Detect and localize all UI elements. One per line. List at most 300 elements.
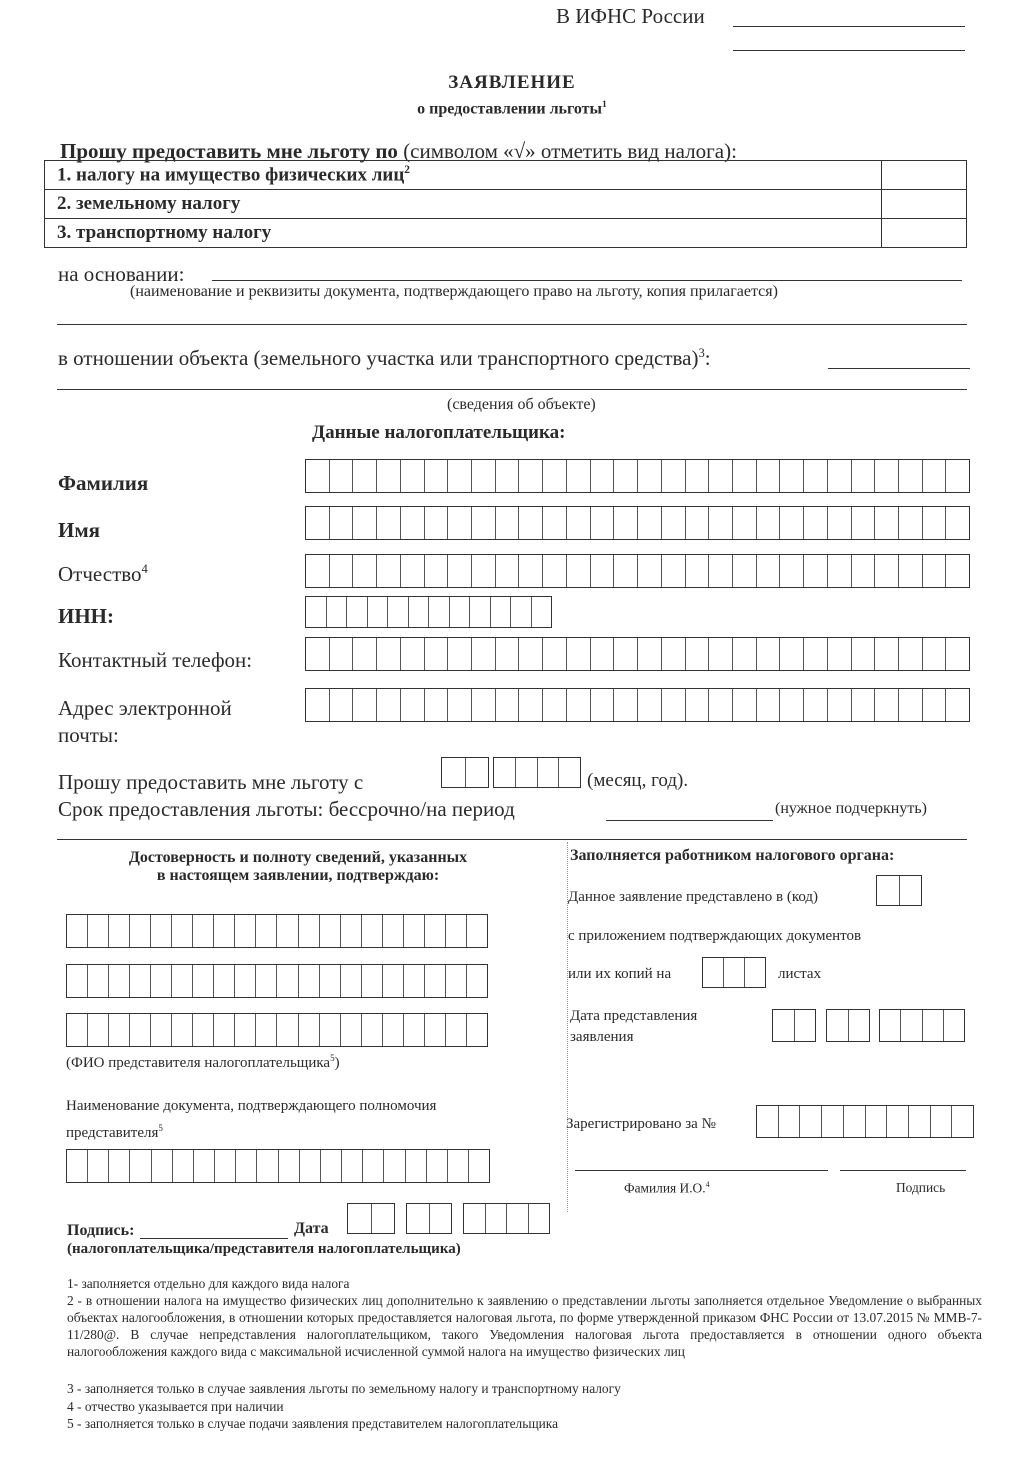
char-cell[interactable]: [472, 507, 496, 539]
char-cell[interactable]: [406, 1150, 427, 1182]
period-field[interactable]: [606, 800, 773, 821]
char-cell[interactable]: [299, 915, 320, 947]
char-cell[interactable]: [448, 689, 472, 721]
char-cell[interactable]: [909, 1106, 931, 1137]
char-cell[interactable]: [67, 965, 88, 997]
char-cell[interactable]: [614, 689, 638, 721]
char-cell[interactable]: [401, 460, 425, 492]
char-cell[interactable]: [109, 915, 130, 947]
char-cell[interactable]: [425, 460, 449, 492]
char-cell[interactable]: [779, 1106, 801, 1137]
char-cell[interactable]: [172, 965, 193, 997]
char-cell[interactable]: [804, 460, 828, 492]
char-cell[interactable]: [638, 460, 662, 492]
char-cell[interactable]: [306, 597, 327, 627]
char-cell[interactable]: [320, 1014, 341, 1046]
char-cell[interactable]: [109, 1150, 130, 1182]
char-cell[interactable]: [875, 555, 899, 587]
char-cell[interactable]: [519, 689, 543, 721]
char-cell[interactable]: [686, 555, 710, 587]
char-cell[interactable]: [745, 958, 765, 987]
char-cell[interactable]: [88, 965, 109, 997]
char-cell[interactable]: [321, 1150, 342, 1182]
char-cell[interactable]: [662, 638, 686, 670]
rep-fio-input-1[interactable]: [66, 914, 488, 948]
char-cell[interactable]: [931, 1106, 953, 1137]
char-cell[interactable]: [330, 689, 354, 721]
tax-checkbox-transport[interactable]: [882, 219, 967, 248]
char-cell[interactable]: [448, 638, 472, 670]
name-input[interactable]: [305, 506, 970, 540]
char-cell[interactable]: [472, 460, 496, 492]
char-cell[interactable]: [923, 1010, 944, 1041]
char-cell[interactable]: [638, 638, 662, 670]
char-cell[interactable]: [757, 1106, 779, 1137]
char-cell[interactable]: [899, 638, 923, 670]
char-cell[interactable]: [130, 915, 151, 947]
char-cell[interactable]: [899, 507, 923, 539]
char-cell[interactable]: [887, 1106, 909, 1137]
char-cell[interactable]: [306, 689, 330, 721]
char-cell[interactable]: [469, 1150, 489, 1182]
char-cell[interactable]: [299, 1014, 320, 1046]
char-cell[interactable]: [193, 965, 214, 997]
char-cell[interactable]: [470, 597, 491, 627]
char-cell[interactable]: [899, 555, 923, 587]
char-cell[interactable]: [638, 555, 662, 587]
char-cell[interactable]: [852, 507, 876, 539]
char-cell[interactable]: [300, 1150, 321, 1182]
char-cell[interactable]: [88, 1150, 109, 1182]
char-cell[interactable]: [724, 958, 745, 987]
char-cell[interactable]: [425, 638, 449, 670]
char-cell[interactable]: [877, 876, 900, 905]
rep-fio-input-3[interactable]: [66, 1013, 488, 1047]
char-cell[interactable]: [448, 507, 472, 539]
char-cell[interactable]: [448, 460, 472, 492]
char-cell[interactable]: [404, 915, 425, 947]
char-cell[interactable]: [780, 507, 804, 539]
char-cell[interactable]: [519, 638, 543, 670]
recipient-field[interactable]: [733, 6, 965, 27]
char-cell[interactable]: [472, 638, 496, 670]
char-cell[interactable]: [923, 689, 947, 721]
char-cell[interactable]: [496, 638, 520, 670]
char-cell[interactable]: [194, 1150, 215, 1182]
char-cell[interactable]: [543, 555, 567, 587]
char-cell[interactable]: [383, 1014, 404, 1046]
char-cell[interactable]: [757, 638, 781, 670]
char-cell[interactable]: [467, 1014, 487, 1046]
char-cell[interactable]: [591, 638, 615, 670]
char-cell[interactable]: [306, 638, 330, 670]
char-cell[interactable]: [306, 507, 330, 539]
signature-field[interactable]: [140, 1222, 288, 1239]
char-cell[interactable]: [430, 1204, 452, 1233]
char-cell[interactable]: [215, 1150, 236, 1182]
char-cell[interactable]: [543, 460, 567, 492]
char-cell[interactable]: [733, 638, 757, 670]
char-cell[interactable]: [425, 555, 449, 587]
char-cell[interactable]: [277, 1014, 298, 1046]
char-cell[interactable]: [822, 1106, 844, 1137]
char-cell[interactable]: [875, 507, 899, 539]
char-cell[interactable]: [852, 555, 876, 587]
office-sheets-input[interactable]: [702, 957, 766, 988]
email-input[interactable]: [305, 688, 970, 722]
char-cell[interactable]: [703, 958, 724, 987]
char-cell[interactable]: [804, 638, 828, 670]
char-cell[interactable]: [875, 638, 899, 670]
char-cell[interactable]: [496, 555, 520, 587]
char-cell[interactable]: [306, 555, 330, 587]
char-cell[interactable]: [852, 689, 876, 721]
char-cell[interactable]: [709, 460, 733, 492]
char-cell[interactable]: [214, 915, 235, 947]
char-cell[interactable]: [353, 555, 377, 587]
char-cell[interactable]: [173, 1150, 194, 1182]
char-cell[interactable]: [828, 638, 852, 670]
char-cell[interactable]: [235, 1014, 256, 1046]
char-cell[interactable]: [899, 460, 923, 492]
patronymic-input[interactable]: [305, 554, 970, 588]
char-cell[interactable]: [686, 689, 710, 721]
char-cell[interactable]: [567, 638, 591, 670]
object-field-line2[interactable]: [57, 389, 967, 390]
char-cell[interactable]: [733, 460, 757, 492]
char-cell[interactable]: [277, 965, 298, 997]
char-cell[interactable]: [486, 1204, 508, 1233]
char-cell[interactable]: [946, 555, 969, 587]
start-year-input[interactable]: [493, 757, 581, 788]
char-cell[interactable]: [757, 507, 781, 539]
char-cell[interactable]: [388, 597, 409, 627]
char-cell[interactable]: [404, 965, 425, 997]
office-signature-field[interactable]: [840, 1170, 966, 1171]
office-date-year-input[interactable]: [879, 1009, 965, 1042]
char-cell[interactable]: [377, 555, 401, 587]
char-cell[interactable]: [446, 1014, 467, 1046]
char-cell[interactable]: [875, 460, 899, 492]
char-cell[interactable]: [543, 638, 567, 670]
char-cell[interactable]: [348, 1204, 372, 1233]
char-cell[interactable]: [804, 507, 828, 539]
char-cell[interactable]: [709, 555, 733, 587]
char-cell[interactable]: [401, 507, 425, 539]
char-cell[interactable]: [559, 758, 580, 787]
char-cell[interactable]: [757, 689, 781, 721]
basis-field-line2[interactable]: [57, 324, 967, 325]
char-cell[interactable]: [235, 915, 256, 947]
char-cell[interactable]: [804, 689, 828, 721]
char-cell[interactable]: [235, 965, 256, 997]
char-cell[interactable]: [446, 915, 467, 947]
char-cell[interactable]: [377, 638, 401, 670]
char-cell[interactable]: [407, 1204, 430, 1233]
tax-checkbox-property[interactable]: [882, 161, 967, 190]
char-cell[interactable]: [662, 507, 686, 539]
tax-checkbox-land[interactable]: [882, 190, 967, 219]
char-cell[interactable]: [442, 758, 466, 787]
char-cell[interactable]: [795, 1010, 816, 1041]
char-cell[interactable]: [638, 689, 662, 721]
char-cell[interactable]: [496, 507, 520, 539]
char-cell[interactable]: [946, 507, 969, 539]
char-cell[interactable]: [151, 1014, 172, 1046]
char-cell[interactable]: [529, 1204, 550, 1233]
char-cell[interactable]: [377, 507, 401, 539]
char-cell[interactable]: [88, 915, 109, 947]
char-cell[interactable]: [519, 460, 543, 492]
char-cell[interactable]: [130, 1150, 151, 1182]
char-cell[interactable]: [362, 965, 383, 997]
char-cell[interactable]: [472, 555, 496, 587]
char-cell[interactable]: [662, 555, 686, 587]
char-cell[interactable]: [494, 758, 516, 787]
char-cell[interactable]: [320, 915, 341, 947]
char-cell[interactable]: [427, 1150, 448, 1182]
char-cell[interactable]: [341, 1014, 362, 1046]
char-cell[interactable]: [614, 507, 638, 539]
char-cell[interactable]: [467, 965, 487, 997]
char-cell[interactable]: [342, 1150, 363, 1182]
char-cell[interactable]: [866, 1106, 888, 1137]
recipient-field-line2[interactable]: [733, 50, 965, 51]
date-month-input[interactable]: [406, 1203, 452, 1234]
char-cell[interactable]: [401, 555, 425, 587]
char-cell[interactable]: [511, 597, 532, 627]
char-cell[interactable]: [214, 1014, 235, 1046]
char-cell[interactable]: [780, 555, 804, 587]
char-cell[interactable]: [429, 597, 450, 627]
char-cell[interactable]: [686, 638, 710, 670]
char-cell[interactable]: [780, 460, 804, 492]
char-cell[interactable]: [193, 1014, 214, 1046]
char-cell[interactable]: [330, 638, 354, 670]
char-cell[interactable]: [591, 555, 615, 587]
char-cell[interactable]: [844, 1106, 866, 1137]
char-cell[interactable]: [353, 689, 377, 721]
char-cell[interactable]: [946, 638, 969, 670]
char-cell[interactable]: [827, 1010, 849, 1041]
inn-input[interactable]: [305, 596, 552, 628]
char-cell[interactable]: [425, 965, 446, 997]
char-cell[interactable]: [214, 965, 235, 997]
char-cell[interactable]: [256, 965, 277, 997]
char-cell[interactable]: [404, 1014, 425, 1046]
char-cell[interactable]: [256, 1014, 277, 1046]
char-cell[interactable]: [567, 689, 591, 721]
char-cell[interactable]: [709, 689, 733, 721]
char-cell[interactable]: [330, 507, 354, 539]
char-cell[interactable]: [828, 689, 852, 721]
char-cell[interactable]: [151, 915, 172, 947]
char-cell[interactable]: [773, 1010, 795, 1041]
char-cell[interactable]: [946, 460, 969, 492]
char-cell[interactable]: [277, 915, 298, 947]
char-cell[interactable]: [709, 638, 733, 670]
char-cell[interactable]: [377, 689, 401, 721]
char-cell[interactable]: [591, 689, 615, 721]
char-cell[interactable]: [757, 555, 781, 587]
char-cell[interactable]: [591, 460, 615, 492]
char-cell[interactable]: [852, 460, 876, 492]
char-cell[interactable]: [172, 1014, 193, 1046]
char-cell[interactable]: [496, 689, 520, 721]
char-cell[interactable]: [347, 597, 368, 627]
char-cell[interactable]: [320, 965, 341, 997]
basis-field[interactable]: [212, 262, 962, 281]
char-cell[interactable]: [757, 460, 781, 492]
office-date-month-input[interactable]: [826, 1009, 870, 1042]
char-cell[interactable]: [804, 555, 828, 587]
char-cell[interactable]: [299, 965, 320, 997]
char-cell[interactable]: [733, 507, 757, 539]
char-cell[interactable]: [880, 1010, 901, 1041]
char-cell[interactable]: [516, 758, 538, 787]
char-cell[interactable]: [849, 1010, 870, 1041]
char-cell[interactable]: [383, 915, 404, 947]
char-cell[interactable]: [256, 915, 277, 947]
char-cell[interactable]: [800, 1106, 822, 1137]
char-cell[interactable]: [923, 460, 947, 492]
char-cell[interactable]: [377, 460, 401, 492]
char-cell[interactable]: [466, 758, 489, 787]
char-cell[interactable]: [341, 965, 362, 997]
char-cell[interactable]: [448, 1150, 469, 1182]
char-cell[interactable]: [901, 1010, 922, 1041]
char-cell[interactable]: [496, 460, 520, 492]
char-cell[interactable]: [567, 460, 591, 492]
char-cell[interactable]: [341, 915, 362, 947]
object-field[interactable]: [828, 350, 970, 369]
char-cell[interactable]: [368, 597, 389, 627]
rep-doc-input[interactable]: [66, 1149, 490, 1183]
char-cell[interactable]: [519, 507, 543, 539]
char-cell[interactable]: [401, 689, 425, 721]
char-cell[interactable]: [944, 1010, 964, 1041]
char-cell[interactable]: [946, 689, 969, 721]
char-cell[interactable]: [614, 460, 638, 492]
char-cell[interactable]: [330, 460, 354, 492]
char-cell[interactable]: [567, 555, 591, 587]
char-cell[interactable]: [875, 689, 899, 721]
char-cell[interactable]: [543, 507, 567, 539]
office-date-day-input[interactable]: [772, 1009, 816, 1042]
char-cell[interactable]: [543, 689, 567, 721]
char-cell[interactable]: [372, 1204, 395, 1233]
char-cell[interactable]: [236, 1150, 257, 1182]
char-cell[interactable]: [638, 507, 662, 539]
char-cell[interactable]: [448, 555, 472, 587]
char-cell[interactable]: [899, 689, 923, 721]
char-cell[interactable]: [828, 507, 852, 539]
char-cell[interactable]: [662, 460, 686, 492]
char-cell[interactable]: [425, 507, 449, 539]
char-cell[interactable]: [401, 638, 425, 670]
office-code-input[interactable]: [876, 875, 922, 906]
char-cell[interactable]: [733, 555, 757, 587]
char-cell[interactable]: [306, 460, 330, 492]
char-cell[interactable]: [686, 460, 710, 492]
char-cell[interactable]: [353, 460, 377, 492]
char-cell[interactable]: [446, 965, 467, 997]
char-cell[interactable]: [900, 876, 922, 905]
rep-fio-input-2[interactable]: [66, 964, 488, 998]
char-cell[interactable]: [67, 915, 88, 947]
char-cell[interactable]: [472, 689, 496, 721]
char-cell[interactable]: [425, 689, 449, 721]
char-cell[interactable]: [362, 915, 383, 947]
char-cell[interactable]: [532, 597, 552, 627]
char-cell[interactable]: [363, 1150, 384, 1182]
char-cell[interactable]: [193, 915, 214, 947]
char-cell[interactable]: [450, 597, 471, 627]
char-cell[interactable]: [172, 915, 193, 947]
char-cell[interactable]: [425, 915, 446, 947]
office-registration-number-input[interactable]: [756, 1105, 974, 1138]
char-cell[interactable]: [952, 1106, 973, 1137]
char-cell[interactable]: [257, 1150, 278, 1182]
char-cell[interactable]: [467, 915, 487, 947]
char-cell[interactable]: [151, 965, 172, 997]
date-year-input[interactable]: [463, 1203, 550, 1234]
char-cell[interactable]: [327, 597, 348, 627]
char-cell[interactable]: [383, 965, 404, 997]
char-cell[interactable]: [662, 689, 686, 721]
date-day-input[interactable]: [347, 1203, 395, 1234]
char-cell[interactable]: [109, 965, 130, 997]
char-cell[interactable]: [591, 507, 615, 539]
char-cell[interactable]: [852, 638, 876, 670]
char-cell[interactable]: [519, 555, 543, 587]
office-fio-field[interactable]: [575, 1170, 828, 1171]
char-cell[interactable]: [828, 555, 852, 587]
char-cell[interactable]: [152, 1150, 173, 1182]
char-cell[interactable]: [130, 1014, 151, 1046]
char-cell[interactable]: [279, 1150, 300, 1182]
char-cell[interactable]: [330, 555, 354, 587]
char-cell[interactable]: [353, 638, 377, 670]
surname-input[interactable]: [305, 459, 970, 493]
char-cell[interactable]: [67, 1014, 88, 1046]
char-cell[interactable]: [353, 507, 377, 539]
phone-input[interactable]: [305, 637, 970, 671]
char-cell[interactable]: [614, 638, 638, 670]
char-cell[interactable]: [384, 1150, 405, 1182]
char-cell[interactable]: [507, 1204, 529, 1233]
char-cell[interactable]: [109, 1014, 130, 1046]
char-cell[interactable]: [130, 965, 151, 997]
char-cell[interactable]: [67, 1150, 88, 1182]
char-cell[interactable]: [923, 638, 947, 670]
char-cell[interactable]: [686, 507, 710, 539]
char-cell[interactable]: [614, 555, 638, 587]
char-cell[interactable]: [464, 1204, 486, 1233]
char-cell[interactable]: [828, 460, 852, 492]
char-cell[interactable]: [409, 597, 430, 627]
char-cell[interactable]: [88, 1014, 109, 1046]
char-cell[interactable]: [923, 555, 947, 587]
char-cell[interactable]: [923, 507, 947, 539]
start-month-input[interactable]: [441, 757, 489, 788]
char-cell[interactable]: [780, 689, 804, 721]
char-cell[interactable]: [733, 689, 757, 721]
char-cell[interactable]: [709, 507, 733, 539]
char-cell[interactable]: [425, 1014, 446, 1046]
char-cell[interactable]: [538, 758, 560, 787]
char-cell[interactable]: [491, 597, 512, 627]
